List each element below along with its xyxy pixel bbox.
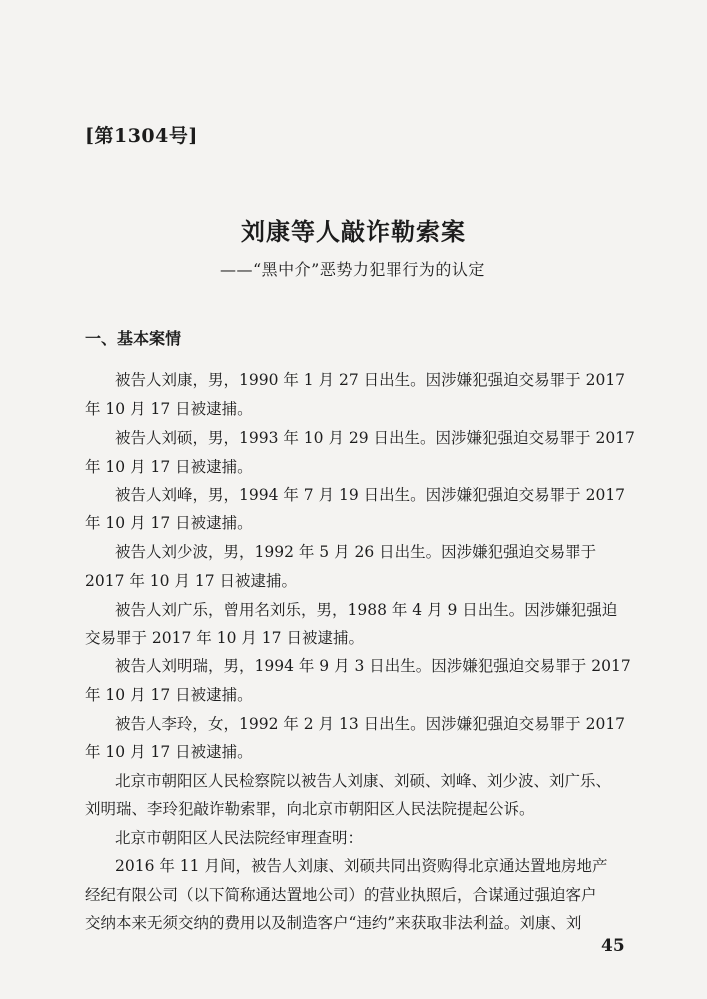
page-number: 45 <box>601 936 625 956</box>
body-line: 被告人刘峰，男，1994 年 7 月 19 日出生。因涉嫌犯强迫交易罪于 2017 <box>115 486 626 504</box>
body-line: 刘明瑞、李玲犯敲诈勒索罪，向北京市朝阳区人民法院提起公诉。 <box>85 800 535 818</box>
body-line: 年 10 月 17 日被逮捕。 <box>85 743 253 761</box>
body-line: 经纪有限公司（以下简称通达置地公司）的营业执照后，合谋通过强迫客户 <box>85 886 597 904</box>
body-line: 被告人刘硕，男，1993 年 10 月 29 日出生。因涉嫌犯强迫交易罪于 2017 <box>115 429 635 447</box>
body-line: 年 10 月 17 日被逮捕。 <box>85 458 253 476</box>
body-line: 2017 年 10 月 17 日被逮捕。 <box>85 572 298 590</box>
body-line: 交纳本来无须交纳的费用以及制造客户“违约”来获取非法利益。刘康、刘 <box>85 914 582 932</box>
body-line: 北京市朝阳区人民法院经审理查明： <box>115 829 364 847</box>
body-line: 年 10 月 17 日被逮捕。 <box>85 686 253 704</box>
body-line: 年 10 月 17 日被逮捕。 <box>85 400 253 418</box>
article-subtitle: ——“黑中介”恶势力犯罪行为的认定 <box>220 260 485 279</box>
body-line: 2016 年 11 月间，被告人刘康、刘硕共同出资购得北京通达置地房地产 <box>115 857 608 875</box>
body-line: 年 10 月 17 日被逮捕。 <box>85 514 253 532</box>
body-line: 交易罪于 2017 年 10 月 17 日被逮捕。 <box>85 629 364 647</box>
article-title: 刘康等人敲诈勒索案 <box>241 217 466 246</box>
body-line: 被告人刘康，男，1990 年 1 月 27 日出生。因涉嫌犯强迫交易罪于 2017 <box>115 371 626 389</box>
body-line: 被告人刘广乐，曾用名刘乐，男，1988 年 4 月 9 日出生。因涉嫌犯强迫 <box>115 601 618 619</box>
body-line: 被告人刘明瑞，男，1994 年 9 月 3 日出生。因涉嫌犯强迫交易罪于 2017 <box>115 657 631 675</box>
section-heading: 一、基本案情 <box>85 329 182 348</box>
body-line: 被告人李玲，女，1992 年 2 月 13 日出生。因涉嫌犯强迫交易罪于 2017 <box>115 715 626 733</box>
body-line: 被告人刘少波，男，1992 年 5 月 26 日出生。因涉嫌犯强迫交易罪于 <box>115 543 597 561</box>
body-line: 北京市朝阳区人民检察院以被告人刘康、刘硕、刘峰、刘少波、刘广乐、 <box>115 772 612 790</box>
case-number: [第1304号] <box>85 125 198 147</box>
